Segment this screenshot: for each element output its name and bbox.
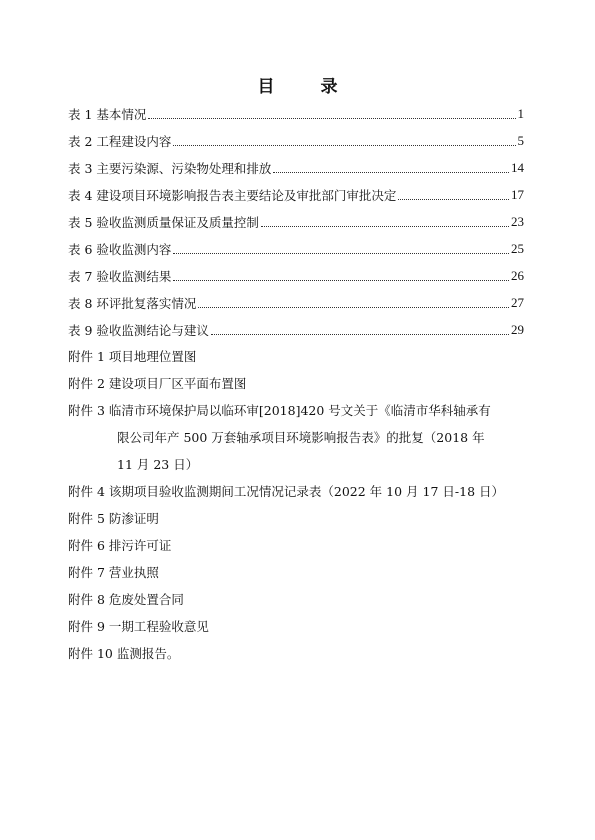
toc-entry-page: 1	[517, 105, 524, 121]
toc-entry[interactable]	[68, 262, 524, 289]
toc-leader-dots	[261, 218, 509, 227]
toc-entry-page: 25	[511, 240, 524, 256]
toc-entry-label: 表 1 基本情况	[68, 106, 147, 122]
appendix-item: 附件 8 危废处置合同	[68, 592, 184, 607]
toc-entry-label: 表 8 环评批复落实情况	[68, 295, 197, 311]
toc-entry-label: 表 4 建设项目环境影响报告表主要结论及审批部门审批决定	[68, 187, 397, 203]
appendix-item: 附件 4 该期项目验收监测期间工况情况记录表（2022 年 10 月 17 日-18 日）	[68, 484, 504, 499]
toc-entry-label: 表 3 主要污染源、污染物处理和排放	[68, 160, 272, 176]
toc-leader-dots	[198, 299, 509, 308]
appendix-item-continuation: 限公司年产 500 万套轴承项目环境影响报告表》的批复（2018 年	[117, 430, 485, 445]
toc-leader-dots	[273, 164, 509, 173]
toc-leader-dots	[173, 272, 509, 281]
appendix-item: 附件 6 排污许可证	[68, 538, 172, 553]
toc-entry[interactable]	[68, 127, 524, 154]
toc-entry-page: 5	[517, 132, 524, 148]
toc-entry-page: 29	[511, 321, 524, 337]
appendix-item: 附件 7 营业执照	[68, 565, 159, 580]
toc-entry[interactable]	[68, 235, 524, 262]
appendix-item: 附件 10 监测报告。	[68, 646, 180, 661]
toc-entry-page: 17	[511, 186, 524, 202]
toc-entry-label: 表 6 验收监测内容	[68, 241, 172, 257]
toc-entry-label: 表 5 验收监测质量保证及质量控制	[68, 214, 259, 230]
toc-leader-dots	[148, 110, 515, 119]
toc-entry-page: 27	[511, 294, 524, 310]
toc-entry[interactable]	[68, 208, 524, 235]
toc-entry[interactable]	[68, 316, 524, 343]
toc-entry[interactable]	[68, 100, 524, 127]
toc-entry[interactable]	[68, 289, 524, 316]
toc-entry-page: 14	[511, 159, 524, 175]
appendix-item: 附件 5 防渗证明	[68, 511, 159, 526]
toc-entry-label: 表 7 验收监测结果	[68, 268, 172, 284]
toc-entry-page: 26	[511, 267, 524, 283]
page-title: 目 录	[257, 77, 358, 97]
appendix-item-continuation: 11 月 23 日）	[117, 457, 199, 472]
table-of-contents	[68, 100, 524, 343]
toc-leader-dots	[173, 137, 515, 146]
toc-leader-dots	[173, 245, 509, 254]
toc-entry-label: 表 9 验收监测结论与建议	[68, 322, 209, 338]
toc-entry-page: 23	[511, 213, 524, 229]
toc-entry[interactable]	[68, 181, 524, 208]
toc-entry[interactable]	[68, 154, 524, 181]
appendix-item: 附件 1 项目地理位置图	[68, 349, 197, 364]
toc-entry-label: 表 2 工程建设内容	[68, 133, 172, 149]
toc-leader-dots	[211, 326, 509, 335]
toc-leader-dots	[398, 191, 509, 200]
appendix-item: 附件 3 临清市环境保护局以临环审[2018]420 号文关于《临清市华科轴承有	[68, 403, 491, 418]
appendix-item: 附件 2 建设项目厂区平面布置图	[68, 376, 247, 391]
appendix-item: 附件 9 一期工程验收意见	[68, 619, 209, 634]
appendix-list	[68, 343, 528, 667]
